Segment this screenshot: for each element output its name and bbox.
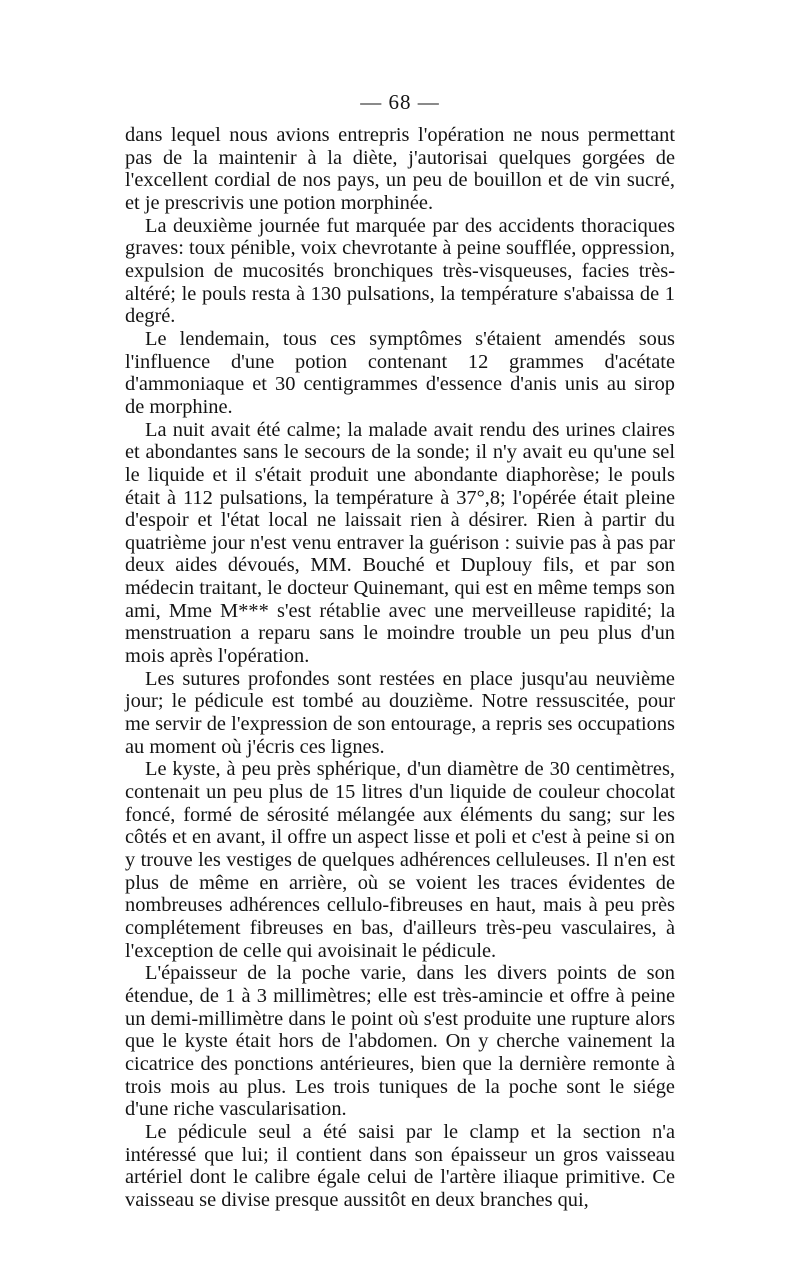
body-text [125, 124, 675, 1212]
paragraph-pedicle: Le pédicule seul a été saisi par le clamp et la section n'a intéressé que lui; il contient dans son épaisseur un gros vaisseau artériel dont le calibre égale celui de l'artère iliaque primitive. Ce vaisseau se divise presque aussitôt en deux branches qui, [125, 1120, 675, 1211]
paragraph-cyst: Le kyste, à peu près sphérique, d'un diamètre de 30 centimètres, contenait un peu plus de 15 litres d'un liquide de couleur chocolat foncé, formé de sérosité mélangée aux éléments du sang; sur les côtés et en avant, il offre un aspect lisse et poli et c'est à peine si on y trouve les vestiges de quelques adhérences celluleuses. Il n'en est plus de même en arrière, où se voient les traces évidentes de nombreuses adhérences cellulo-fibreuses en haut, mais à peu près complétement fibreuses en bas, d'ailleurs très-peu vasculaires, à l'exception de celle qui avoisinait le pédicule. [125, 758, 675, 962]
page-number: — 68 — [360, 90, 440, 114]
paragraph-second-day: La deuxième journée fut marquée par des accidents thoraciques graves: toux pénible, voix chevrotante à peine soufflée, oppression, expulsion de mucosités bronchiques très-visqueuses, facies très-altéré; le pouls resta à 130 pulsations, la température s'abaissa de 1 degré. [125, 214, 675, 328]
paragraph-thickness: L'épaisseur de la poche varie, dans les divers points de son étendue, de 1 à 3 millimètres; elle est très-amincie et offre à peine un demi-millimètre dans le point où s'est produite une rupture alors que le kyste était hors de l'abdomen. On y cherche vainement la cicatrice des ponctions antérieures, bien que la dernière remonte à trois mois au plus. Les trois tuniques de la poche sont le siége d'une riche vascularisation. [125, 962, 675, 1121]
paragraph-continuation: dans lequel nous avions entrepris l'opération ne nous permettant pas de la maintenir à la diète, j'autorisai quelques gorgées de l'excellent cordial de nos pays, un peu de bouillon et de vin sucré, et je prescrivis une potion morphinée. [125, 124, 675, 214]
paragraph-night: La nuit avait été calme; la malade avait rendu des urines claires et abondantes sans le secours de la sonde; il n'y avait eu qu'une sel le liquide et il s'était produit une abondante diaphorèse; le pouls était à 112 pulsations, la température à 37°,8; l'opérée était pleine d'espoir et l'état local ne laissait rien à désirer. Rien à partir du quatrième jour n'est venu entraver la guérison : suivie pas à pas par deux aides dévoués, MM. Bouché et Duplouy fils, et par son médecin traitant, le docteur Quinemant, qui est en même temps son ami, Mme M*** s'est rétablie avec une merveilleuse rapidité; la menstruation a reparu sans le moindre trouble un peu plus d'un mois après l'opération. [125, 418, 675, 668]
paragraph-sutures: Les sutures profondes sont restées en place jusqu'au neuvième jour; le pédicule est tombé au douzième. Notre ressuscitée, pour me servir de l'expression de son entourage, a repris ses occupations au moment où j'écris ces lignes. [125, 667, 675, 758]
paragraph-next-day: Le lendemain, tous ces symptômes s'étaient amendés sous l'influence d'une potion contenant 12 grammes d'acétate d'ammoniaque et 30 centigrammes d'essence d'anis unis au sirop de morphine. [125, 327, 675, 418]
